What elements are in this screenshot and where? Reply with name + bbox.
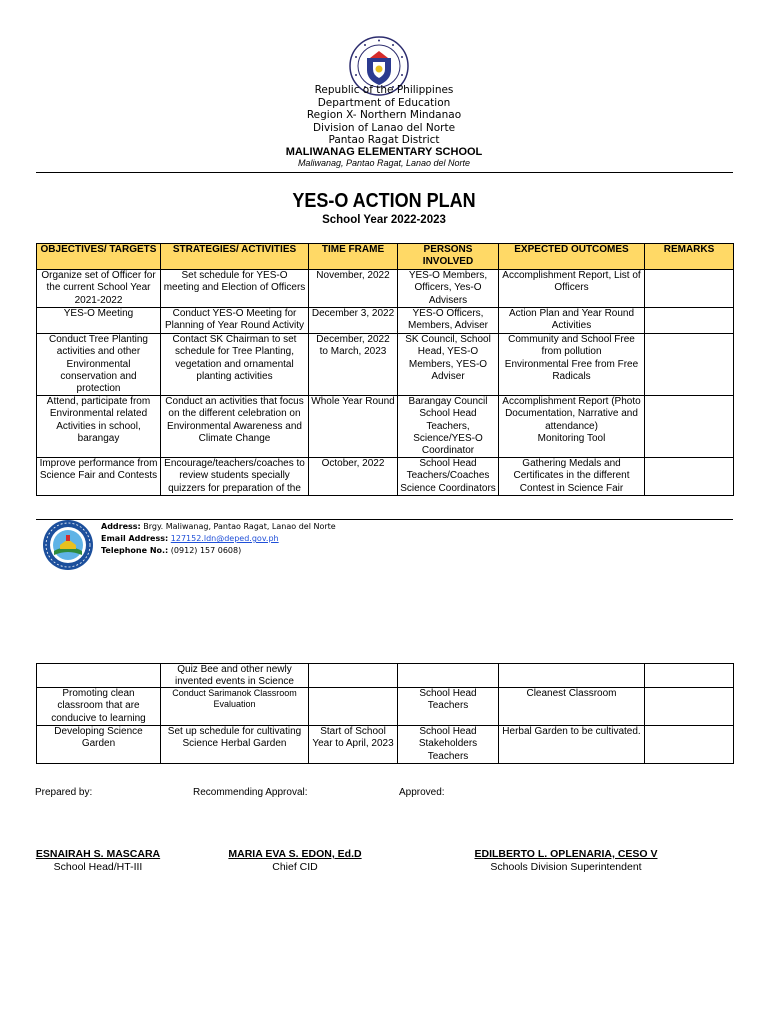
cell-outcome: Community and School Free from pollution Environmental Free from Free Radicals <box>504 334 639 382</box>
header-objectives: OBJECTIVES/ TARGETS <box>37 244 161 270</box>
cell-time-frame: December, 2022 to March, 2023 <box>316 334 390 358</box>
address-label: Address: <box>101 522 141 531</box>
table-row <box>37 664 734 688</box>
action-plan-table-continued <box>36 663 734 764</box>
header-division: Division of Lanao del Norte <box>312 121 456 134</box>
header-persons: PERSONS INVOLVED <box>398 244 499 270</box>
cell-objective <box>39 664 158 687</box>
cell-persons: School Head Teachers <box>419 688 477 712</box>
table-header-row <box>37 244 734 270</box>
signatory-position-3: Schools Division Superintendent <box>490 861 642 873</box>
header-outcomes: EXPECTED OUTCOMES <box>499 244 645 270</box>
cell-objective: Promoting clean classroom that are conducive to learning <box>51 688 146 724</box>
cell-strategy: Conduct YES-O Meeting for Planning of Year Round Activity <box>165 308 304 332</box>
cell-objective: Improve performance from Science Fair and Contests <box>39 458 158 482</box>
cell-persons: Barangay Council School Head Teachers, Science/YES-O Coordinator <box>408 396 488 457</box>
header-strategies: STRATEGIES/ ACTIVITIES <box>161 244 309 270</box>
signatory-name-2: MARIA EVA S. EDON, Ed.D <box>228 848 362 860</box>
cell-outcome: Accomplishment Report, List of Officers <box>502 270 641 294</box>
action-plan-table <box>36 243 734 496</box>
cell-outcome: Action Plan and Year Round Activities <box>508 308 635 332</box>
cell-objective: Conduct Tree Planting activities and other Environmental conservation and protection <box>49 334 148 395</box>
cell-remarks <box>647 458 731 495</box>
cell-strategy: Contact SK Chairman to set schedule for Tree Planting, vegetation and ornamental planting activities <box>172 334 297 382</box>
school-address: Maliwanag, Pantao Ragat, Lanao del Norte <box>297 158 471 168</box>
header-divider <box>36 172 733 173</box>
cell-persons: YES-O Officers, Members, Adviser <box>407 308 489 332</box>
cell-remarks <box>647 396 731 457</box>
table-row <box>37 688 734 726</box>
cell-remarks <box>647 688 731 725</box>
cell-time-frame: November, 2022 <box>316 270 390 281</box>
cell-time-frame <box>311 688 395 725</box>
address-value: Brgy. Maliwanag, Pantao Ragat, Lanao del Norte <box>143 522 336 531</box>
prepared-by-label: Prepared by: <box>35 787 93 798</box>
cell-outcome: Cleanest Classroom <box>526 688 617 699</box>
cell-objective: Developing Science Garden <box>54 726 143 750</box>
cell-objective: Attend, participate from Environmental related Activities in school, barangay <box>46 396 151 444</box>
recommending-approval-label: Recommending Approval: <box>193 787 308 798</box>
cell-remarks <box>647 334 731 395</box>
cell-strategy: Conduct an activities that focus on the different celebration on Environmental Awareness and Climate Change <box>165 396 304 444</box>
table-row <box>37 308 734 334</box>
cell-strategy: Set schedule for YES-O meeting and Election of Officers <box>163 270 306 294</box>
cell-outcome: Accomplishment Report (Photo Documentation, Narrative and attendance) Monitoring Tool <box>502 396 641 444</box>
school-name: MALIWANAG ELEMENTARY SCHOOL <box>285 146 483 158</box>
cell-time-frame: October, 2022 <box>321 458 385 469</box>
signatory-position-2: Chief CID <box>272 861 318 873</box>
header-time-frame: TIME FRAME <box>309 244 398 270</box>
cell-objective: Organize set of Officer for the current School Year 2021-2022 <box>41 270 156 306</box>
cell-persons: School Head Stakeholders Teachers <box>418 726 478 762</box>
signatory-name-3: EDILBERTO L. OPLENARIA, CESO V <box>474 848 658 860</box>
table-row <box>37 458 734 496</box>
approved-label: Approved: <box>399 787 445 798</box>
cell-persons: YES-O Members, Officers, Yes-O Advisers <box>408 270 488 306</box>
cell-objective: YES-O Meeting <box>63 308 134 319</box>
document-title: YES-O ACTION PLAN <box>292 190 476 212</box>
cell-time-frame: Whole Year Round <box>311 396 395 407</box>
header-region: Region X- Northern Mindanao <box>306 109 462 121</box>
phone-label: Telephone No.: <box>101 546 169 555</box>
header-department: Department of Education <box>317 96 451 109</box>
cell-time-frame <box>311 664 395 687</box>
signatory-name-1: ESNAIRAH S. MASCARA <box>35 848 161 860</box>
table-row <box>37 726 734 764</box>
header-republic: Republic of the Philippines <box>314 84 454 96</box>
table-row <box>37 270 734 308</box>
cell-strategy: Quiz Bee and other newly invented events in Science <box>175 664 294 687</box>
cell-strategy: Set up schedule for cultivating Science Herbal Garden <box>167 726 302 750</box>
table-row <box>37 334 734 396</box>
header-remarks: REMARKS <box>645 244 734 270</box>
cell-strategy: Conduct Sarimanok Classroom Evaluation <box>172 688 297 709</box>
signatory-position-1: School Head/HT-III <box>53 861 143 873</box>
header-district: Pantao Ragat District <box>328 134 440 146</box>
cell-persons <box>400 664 496 687</box>
cell-remarks <box>647 726 731 763</box>
cell-outcome: Gathering Medals and Certificates in the different Contest in Science Fair <box>513 458 630 494</box>
table-row <box>37 396 734 458</box>
cell-persons: School Head Teachers/Coaches Science Coordinators <box>400 458 496 494</box>
phone-value: (0912) 157 0608) <box>170 546 242 555</box>
footer-phone-line <box>101 544 241 557</box>
email-link[interactable]: 127152.ldn@deped.gov.ph <box>170 534 279 543</box>
cell-time-frame: Start of School Year to April, 2023 <box>312 726 394 750</box>
cell-outcome: Herbal Garden to be cultivated. <box>502 726 641 737</box>
cell-remarks <box>647 308 731 333</box>
cell-remarks <box>647 664 731 687</box>
cell-strategy: Encourage/teachers/coaches to review students specially quizzers for preparation of the <box>164 458 305 494</box>
cell-persons: SK Council, School Head, YES-O Members, YES-O Adviser <box>405 334 491 382</box>
email-label: Email Address: <box>101 534 169 543</box>
school-seal-logo <box>42 519 94 571</box>
cell-time-frame: December 3, 2022 <box>311 308 395 319</box>
cell-outcome <box>501 664 642 687</box>
document-subtitle: School Year 2022-2023 <box>322 214 446 226</box>
cell-remarks <box>647 270 731 307</box>
